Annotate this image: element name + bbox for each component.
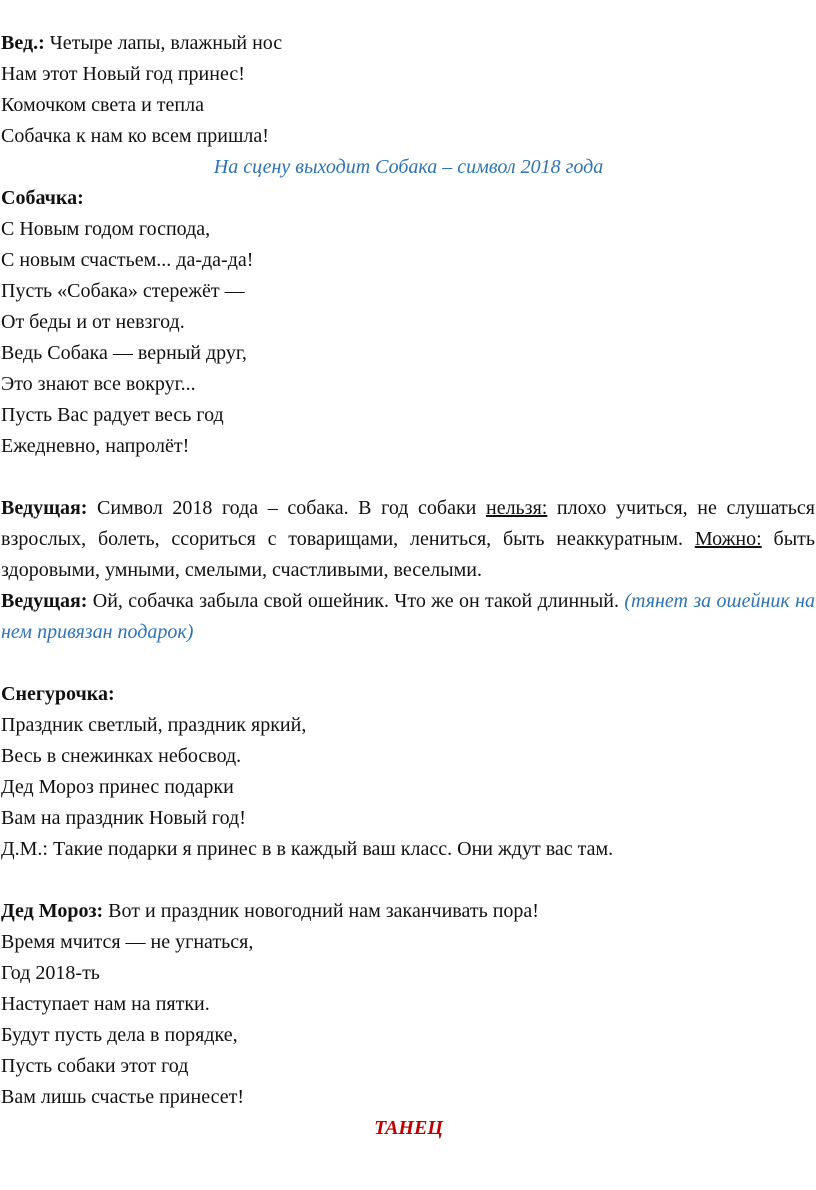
verse-line: Будут пусть дела в порядке,	[1, 1024, 238, 1046]
verse-line: С Новым годом господа,	[1, 218, 211, 240]
verse-line: Вам на праздник Новый год!	[1, 807, 246, 829]
verse-line: Нам этот Новый год принес!	[1, 63, 245, 85]
speaker-heading	[0, 183, 816, 214]
speaker-heading	[0, 679, 816, 710]
blank-line	[0, 462, 816, 493]
verse-line: Ежедневно, напролёт!	[1, 435, 190, 457]
stage-direction: (тянет за ошейник на нем привязан подарок)	[1, 590, 815, 643]
stage-direction-dance: ТАНЕЦ	[374, 1117, 443, 1139]
verse-line: Ведь Собака — верный друг,	[1, 342, 247, 364]
verse-line: Весь в снежинках небосвод.	[1, 745, 242, 767]
document-page	[0, 28, 816, 1144]
speaker-name: Ведущая:	[1, 590, 88, 612]
verse-line: Наступает нам на пятки.	[1, 993, 210, 1015]
narrator-paragraph: Ведущая: Символ 2018 года – собака. В год собаки нельзя: плохо учиться, не слушаться взрослых, болеть, ссориться с товарищами, лениться, быть неаккуратным. Можно: быть здоровыми, умными, смелыми, счастливыми, веселыми.	[1, 497, 815, 581]
speaker-name: Вед.:	[1, 32, 45, 54]
verse-line: Пусть «Собака» стережёт —	[1, 280, 245, 302]
blank-line	[0, 648, 816, 679]
verse-line: Праздник светлый, праздник яркий,	[1, 714, 307, 736]
speaker-name: Собачка:	[1, 187, 84, 209]
verse-line: Комочком света и тепла	[1, 94, 204, 116]
verse-line: Вед.: Четыре лапы, влажный нос	[1, 32, 283, 54]
underlined-word: нельзя:	[485, 497, 548, 519]
verse-line: Это знают все вокруг...	[1, 373, 196, 395]
stage-direction: На сцену выходит Собака – символ 2018 года	[213, 156, 604, 178]
verse-line: Дед Мороз принес подарки	[1, 776, 234, 798]
verse-line: Дед Мороз: Вот и праздник новогодний нам заканчивать пора!	[1, 900, 539, 922]
speaker-name: Ведущая:	[1, 497, 88, 519]
verse-line: Год 2018-ть	[1, 962, 100, 984]
verse-line: Собачка к нам ко всем пришла!	[1, 125, 269, 147]
underlined-word: Можно:	[694, 528, 762, 550]
speaker-name: Дед Мороз:	[1, 900, 104, 922]
blank-line	[0, 865, 816, 896]
speaker-name: Снегурочка:	[1, 683, 115, 705]
verse-line: Пусть собаки этот год	[1, 1055, 189, 1077]
verse-line: Д.М.: Такие подарки я принес в в каждый ваш класс. Они ждут вас там.	[1, 838, 614, 860]
verse-line: С новым счастьем... да-да-да!	[1, 249, 254, 271]
narrator-paragraph: Ведущая: Ой, собачка забыла свой ошейник. Что же он такой длинный. (тянет за ошейник на нем привязан подарок)	[1, 590, 815, 643]
verse-line: Время мчится — не угнаться,	[1, 931, 254, 953]
verse-line: Пусть Вас радует весь год	[1, 404, 224, 426]
verse-line: От беды и от невзгод.	[1, 311, 185, 333]
verse-line: Вам лишь счастье принесет!	[1, 1086, 244, 1108]
